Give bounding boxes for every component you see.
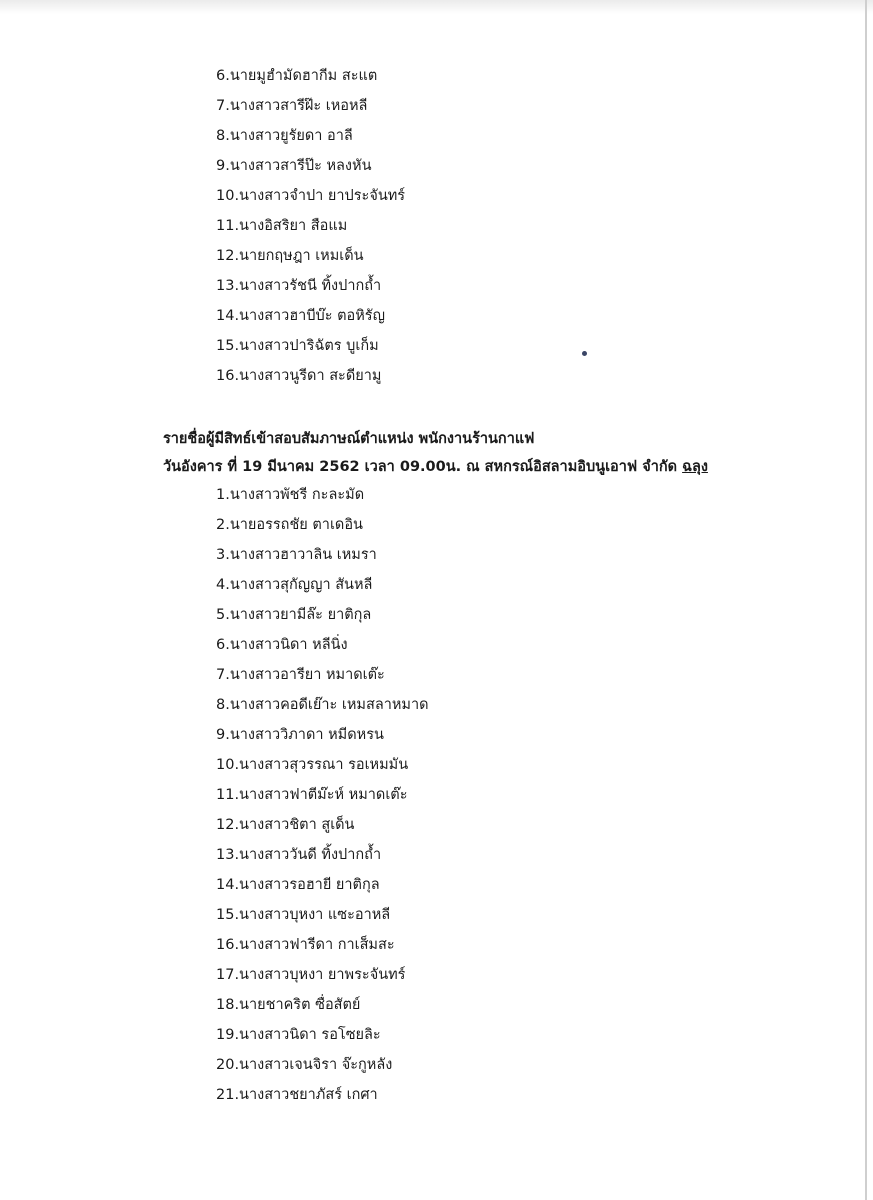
list-item: 17.นางสาวบุหงา ยาพระจันทร์ xyxy=(216,967,406,983)
branch-name: ฉลุง xyxy=(682,459,708,475)
list-item: 6.นายมูฮำมัดฮากีม สะแต xyxy=(216,68,378,84)
list-item: 3.นางสาวฮาวาลิน เหมรา xyxy=(216,547,377,563)
scan-edge-right xyxy=(865,0,867,1200)
list-item: 15.นางสาวปาริฉัตร บูเก็ม xyxy=(216,338,379,354)
list-item: 13.นางสาววันดี ทิ้งปากถ้ำ xyxy=(216,847,382,863)
list-item: 21.นางสาวชยาภัสร์ เกศา xyxy=(216,1087,378,1103)
list-item: 13.นางสาวรัชนี ทิ้งปากถ้ำ xyxy=(216,278,382,294)
list-item: 6.นางสาวนิดา หลีนิ่ง xyxy=(216,637,348,653)
list-item: 10.นางสาวสุวรรณา รอเหมมัน xyxy=(216,757,409,773)
list-item: 4.นางสาวสุกัญญา สันหลี xyxy=(216,577,373,593)
list-item: 7.นางสาวสารีฝ๊ะ เหอหลี xyxy=(216,98,368,114)
list-item: 9.นางสาววิภาดา หมีดหรน xyxy=(216,727,384,743)
list-item: 16.นางสาวนูรีดา สะดียามู xyxy=(216,368,382,384)
list-item: 16.นางสาวฟารีดา กาเส็มสะ xyxy=(216,937,395,953)
list-item: 5.นางสาวยามีล๊ะ ยาติกุล xyxy=(216,607,372,623)
list-item: 8.นางสาวยูรัยดา อาลี xyxy=(216,128,353,144)
scan-shadow-top xyxy=(0,0,873,14)
list-item: 2.นายอรรถชัย ตาเดอิน xyxy=(216,517,363,533)
list-item: 14.นางสาวฮาบีบ๊ะ ตอหิรัญ xyxy=(216,308,385,324)
list-item: 12.นายกฤษฎา เหมเด็น xyxy=(216,248,364,264)
list-item: 11.นางอิสริยา สือแม xyxy=(216,218,348,234)
list-item: 18.นายชาคริต ซื่อสัตย์ xyxy=(216,997,361,1013)
list-item: 20.นางสาวเจนจิรา จ๊ะกูหลัง xyxy=(216,1057,393,1073)
section-subheading xyxy=(163,456,708,478)
list-item: 11.นางสาวฟาตีม๊ะห์ หมาดเต๊ะ xyxy=(216,787,408,803)
list-item: 1.นางสาวพัชรี กะละมัด xyxy=(216,487,365,503)
section-heading: รายชื่อผู้มีสิทธ์เข้าสอบสัมภาษณ์ตำแหน่ง พนักงานร้านกาแฟ xyxy=(163,431,535,447)
candidate-list-continued xyxy=(216,61,405,391)
scan-speck xyxy=(582,351,587,356)
list-item: 10.นางสาวจำปา ยาประจันทร์ xyxy=(216,188,406,204)
list-item: 12.นางสาวชิตา สูเด็น xyxy=(216,817,355,833)
schedule-text: วันอังคาร ที่ 19 มีนาคม 2562 เวลา 09.00น. ณ สหกรณ์อิสลามอิบนูเอาฟ จำกัด xyxy=(163,459,683,475)
coffee-candidate-list xyxy=(216,480,429,1110)
list-item: 9.นางสาวสารีป๊ะ หลงหัน xyxy=(216,158,372,174)
list-item: 14.นางสาวรอฮายี ยาติกุล xyxy=(216,877,380,893)
list-item: 8.นางสาวคอดีเย๊าะ เหมสลาหมาด xyxy=(216,697,429,713)
list-item: 19.นางสาวนิดา รอโซยลิะ xyxy=(216,1027,381,1043)
list-item: 7.นางสาวอารียา หมาดเต๊ะ xyxy=(216,667,385,683)
list-item: 15.นางสาวบุหงา แซะอาหลี xyxy=(216,907,391,923)
